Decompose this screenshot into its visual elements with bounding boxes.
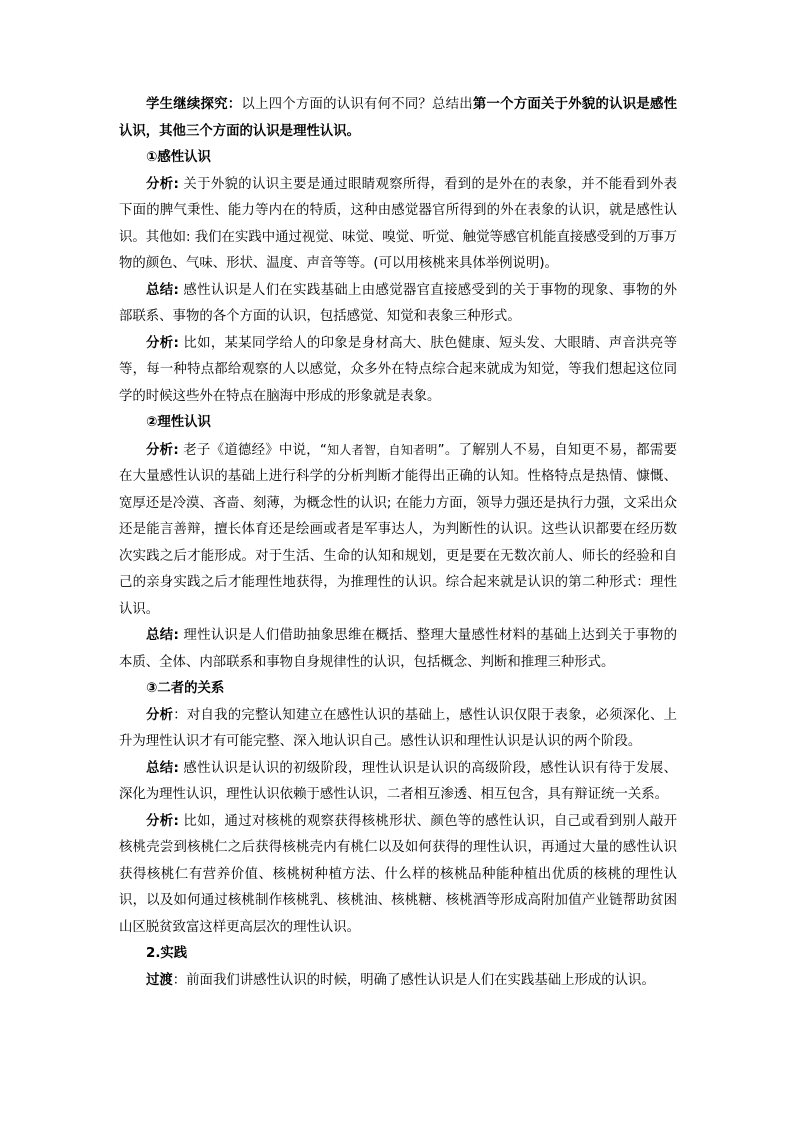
paragraph-text: 以上四个方面的认识有何不同？总结出 bbox=[241, 97, 473, 112]
paragraph-label: 分析: bbox=[146, 813, 179, 829]
paragraph-bold-conclusion: 第一个方面关于外貌的认识是感性认识，其他三个方面的认识是理性认识。 bbox=[119, 97, 678, 139]
paragraph-text: ”。了解别人不易，自知更不易，都需要在大量感性认识的基础上进行科学的分析判断才能得出正确的认知。性格特点是热情、慷慨、宽厚还是冷漠、吝啬、刻薄，为概念性的认识; 在能力方面，领导力强还是执行力强，文采出众还是能言善辩，擅长体育还是绘画或者是军事达人，为判断性的认识。这些认识都要在经历数次实践之后才能形成。对于生活、生命的认知和规划，更是要在无数次前人、师长的经验和自己的亲身实践之后才能理性地获得，为推理性的认识。综合起来就是认识的第二种形式：理性认识。 bbox=[119, 442, 677, 617]
paragraph-label: 分析: bbox=[146, 442, 179, 458]
section-heading-perceptual: ①感性认识 bbox=[146, 150, 211, 165]
paragraph-label: 分析: bbox=[146, 176, 179, 192]
paragraph-transition bbox=[119, 968, 677, 995]
paragraph-text: ：对自我的完整认知建立在感性认识的基础上，感性认识仅限于表象，必须深化、上升为理性认识才有可能完整、深入地认识自己。感性认识和理性认识是认识的两个阶段。 bbox=[119, 707, 678, 749]
paragraph-text: 感性认识是认识的初级阶段，理性认识是认识的高级阶段，感性认识有待于发展、深化为理性认识，理性认识依赖于感性认识，二者相互渗透、相互包含，具有辩证统一关系。 bbox=[119, 760, 677, 802]
paragraph-text: 老子《道德经》中说，“ bbox=[178, 442, 327, 458]
paragraph-label: 总结: bbox=[146, 282, 179, 298]
document-body bbox=[119, 92, 677, 994]
paragraph-text: 理性认识是人们借助抽象思维在概括、整理大量感性材料的基础上达到关于事物的本质、全体、内部联系和事物自身规律性的认识，包括概念、判断和推理三种形式。 bbox=[119, 628, 677, 670]
paragraph-text: ：前面我们讲感性认识的时候，明确了感性认识是人们在实践基础上形成的认识。 bbox=[172, 972, 655, 988]
paragraph-analysis bbox=[119, 809, 677, 942]
paragraph-label: 总结: bbox=[146, 628, 179, 643]
paragraph-summary bbox=[119, 623, 677, 676]
paragraph-analysis bbox=[119, 331, 677, 411]
paragraph-text: 比如，通过对核桃的观察获得核桃形状、颜色等的感性认识，自己或看到别人敲开核桃壳尝到核桃仁之后获得核桃壳内有桃仁以及如何获得的理性认识，再通过大量的感性认识获得核桃仁有营养价值、核桃树种植方法、什么样的核桃品种能种植出优质的核桃的理性认识，以及如何通过核桃制作核桃乳、核桃油、核桃糖、核桃酒等形成高附加值产业链帮助贫困山区脱贫致富这样更高层次的理性认识。 bbox=[119, 813, 677, 935]
paragraph-label: 总结: bbox=[146, 760, 179, 776]
paragraph-text: 感性认识是人们在实践基础上由感觉器官直接感受到的关于事物的现象、事物的外部联系、事物的各个方面的认识，包括感觉、知觉和表象三种形式。 bbox=[119, 282, 677, 324]
paragraph-label: 分析: bbox=[146, 335, 179, 351]
paragraph-analysis bbox=[119, 703, 677, 756]
section-heading-relationship: ③二者的关系 bbox=[146, 681, 225, 696]
paragraph-text: 比如，某某同学给人的印象是身材高大、肤色健康、短头发、大眼睛、声音洪亮等等，每一种特点都给观察的人以感觉，众多外在特点综合起来就成为知觉，等我们想起这位同学的时候这些外在特点在脑海中形成的形象就是表象。 bbox=[119, 335, 677, 404]
paragraph-label: 学生继续探究： bbox=[146, 97, 242, 112]
paragraph-analysis bbox=[119, 172, 677, 278]
paragraph-label: 过渡 bbox=[146, 972, 173, 988]
paragraph-student-inquiry bbox=[119, 92, 677, 145]
paragraph-summary bbox=[119, 756, 677, 809]
paragraph-label: 分析 bbox=[146, 707, 174, 723]
paragraph-summary bbox=[119, 278, 677, 331]
paragraph-analysis bbox=[119, 437, 677, 624]
section-heading-practice: 2.实践 bbox=[146, 946, 188, 961]
paragraph-text: 关于外貌的认识主要是通过眼睛观察所得，看到的是外在的表象，并不能看到外表下面的脾气秉性、能力等内在的特质，这种由感觉器官所得到的外在表象的认识，就是感性认识。其他如: 我们在实践中通过视觉、味觉、嗅觉、听觉、触觉等感官机能直接感受到的万事万物的颜色、气味、形状、温度、声音等等。(可以用核桃来具体举例说明)。 bbox=[119, 176, 677, 271]
section-heading-rational: ②理性认识 bbox=[146, 415, 211, 430]
quotation-text: 知人者智，自知者明 bbox=[326, 442, 438, 457]
